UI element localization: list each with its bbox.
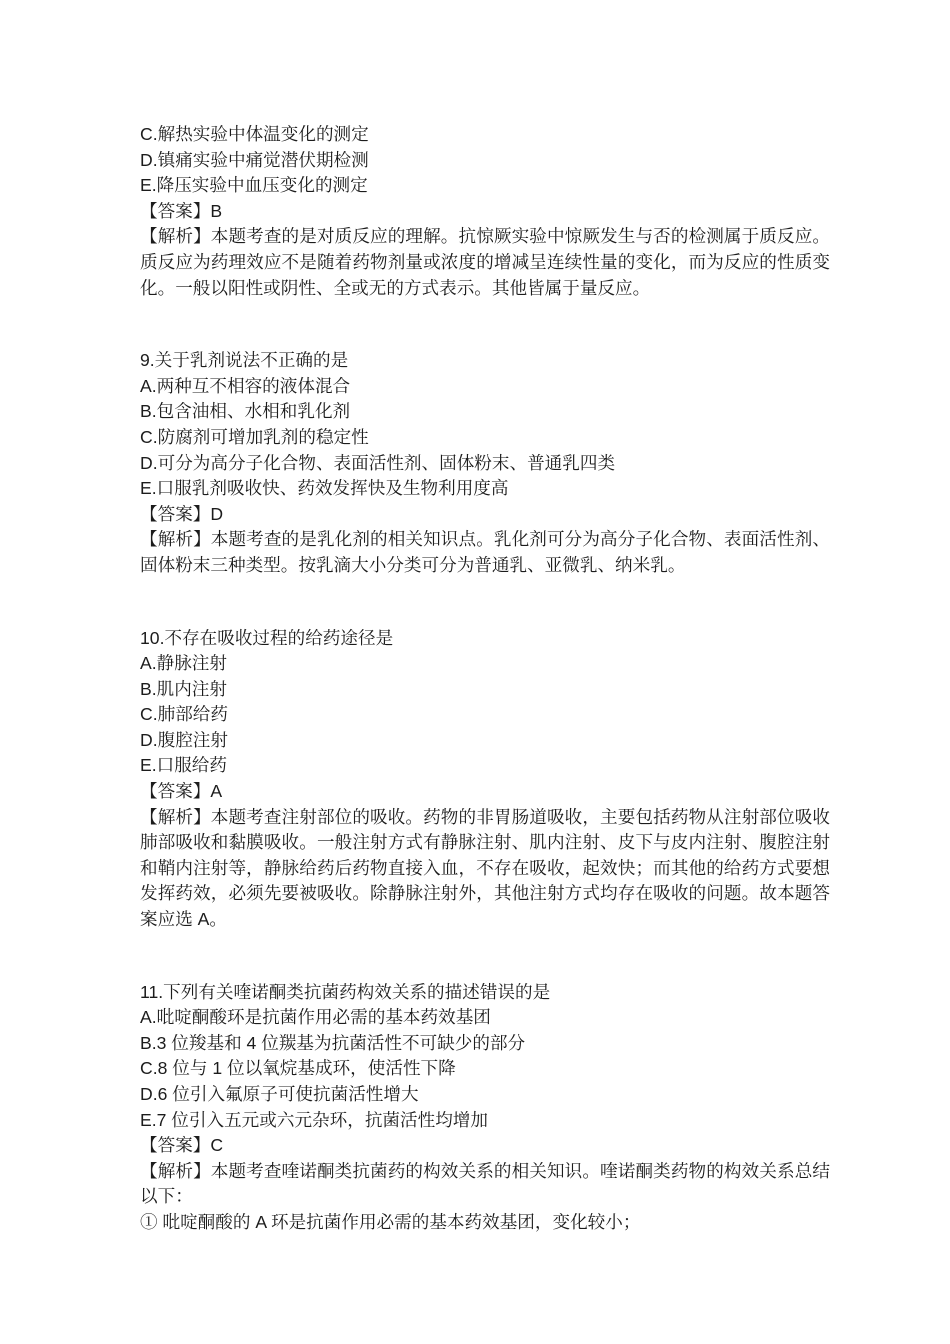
option-line: B.3 位羧基和 4 位羰基为抗菌活性不可缺少的部分	[140, 1032, 526, 1053]
answer-line: 【答案】A	[140, 781, 223, 802]
question-11-block	[140, 980, 830, 1236]
question-8-fragment-block	[140, 122, 830, 301]
question-9-block	[140, 348, 830, 578]
answer-line: 【答案】D	[140, 503, 224, 524]
option-line: A.两种互不相容的液体混合	[140, 375, 351, 396]
analysis-paragraph: 【解析】本题考查的是乳化剂的相关知识点。乳化剂可分为高分子化合物、表面活性剂、固体粉末三种类型。按乳滴大小分类可分为普通乳、亚微乳、纳米乳。	[140, 529, 830, 575]
option-line: B.肌内注射	[140, 678, 227, 699]
option-line: C.解热实验中体温变化的测定	[140, 124, 369, 144]
option-line: D.6 位引入氟原子可使抗菌活性增大	[140, 1084, 419, 1104]
option-line: D.镇痛实验中痛觉潜伏期检测	[140, 149, 369, 170]
option-line: A.吡啶酮酸环是抗菌作用必需的基本药效基团	[140, 1007, 491, 1028]
option-line: E.7 位引入五元或六元杂环，抗菌活性均增加	[140, 1109, 488, 1130]
option-line: C.防腐剂可增加乳剂的稳定性	[140, 426, 369, 447]
option-line: C.8 位与 1 位以氧烷基成环，使活性下降	[140, 1058, 456, 1079]
option-line: E.口服给药	[140, 755, 227, 776]
option-line: E.口服乳剂吸收快、药效发挥快及生物利用度高	[140, 478, 509, 499]
question-title: 9.关于乳剂说法不正确的是	[140, 350, 349, 371]
option-line: B.包含油相、水相和乳化剂	[140, 401, 351, 422]
option-line: E.降压实验中血压变化的测定	[140, 175, 368, 196]
question-10-block	[140, 626, 830, 933]
analysis-paragraph: 【解析】本题考查的是对质反应的理解。抗惊厥实验中惊厥发生与否的检测属于质反应。质反应为药理效应不是随着药物剂量或浓度的增减呈连续性量的变化，而为反应的性质变化。一般以阳性或阴性、全或无的方式表示。其他皆属于量反应。	[140, 226, 830, 298]
answer-line: 【答案】C	[140, 1135, 224, 1156]
analysis-paragraph: 【解析】本题考查喹诺酮类抗菌药的构效关系的相关知识。喹诺酮类药物的构效关系总结以下：	[140, 1160, 830, 1207]
option-line: A.静脉注射	[140, 653, 227, 674]
question-title: 11.下列有关喹诺酮类抗菌药构效关系的描述错误的是	[140, 981, 551, 1002]
option-line: D.可分为高分子化合物、表面活性剂、固体粉末、普通乳四类	[140, 452, 616, 473]
question-title: 10.不存在吸收过程的给药途径是	[140, 627, 394, 648]
option-line: D.腹腔注射	[140, 729, 228, 750]
analysis-paragraph: 【解析】本题考查注射部位的吸收。药物的非胃肠道吸收，主要包括药物从注射部位吸收肺部吸收和黏膜吸收。一般注射方式有静脉注射、肌内注射、皮下与皮内注射、腹腔注射和鞘内注射等，静脉给药后药物直接入血，不存在吸收，起效快；而其他的给药方式要想发挥药效，必须先要被吸收。除静脉注射外，其他注射方式均存在吸收的问题。故本题答案应选 A。	[140, 806, 830, 930]
option-line: C.肺部给药	[140, 704, 228, 725]
analysis-list-item: ① 吡啶酮酸的 A 环是抗菌作用必需的基本药效基团，变化较小；	[140, 1211, 641, 1232]
answer-line: 【答案】B	[140, 200, 223, 221]
